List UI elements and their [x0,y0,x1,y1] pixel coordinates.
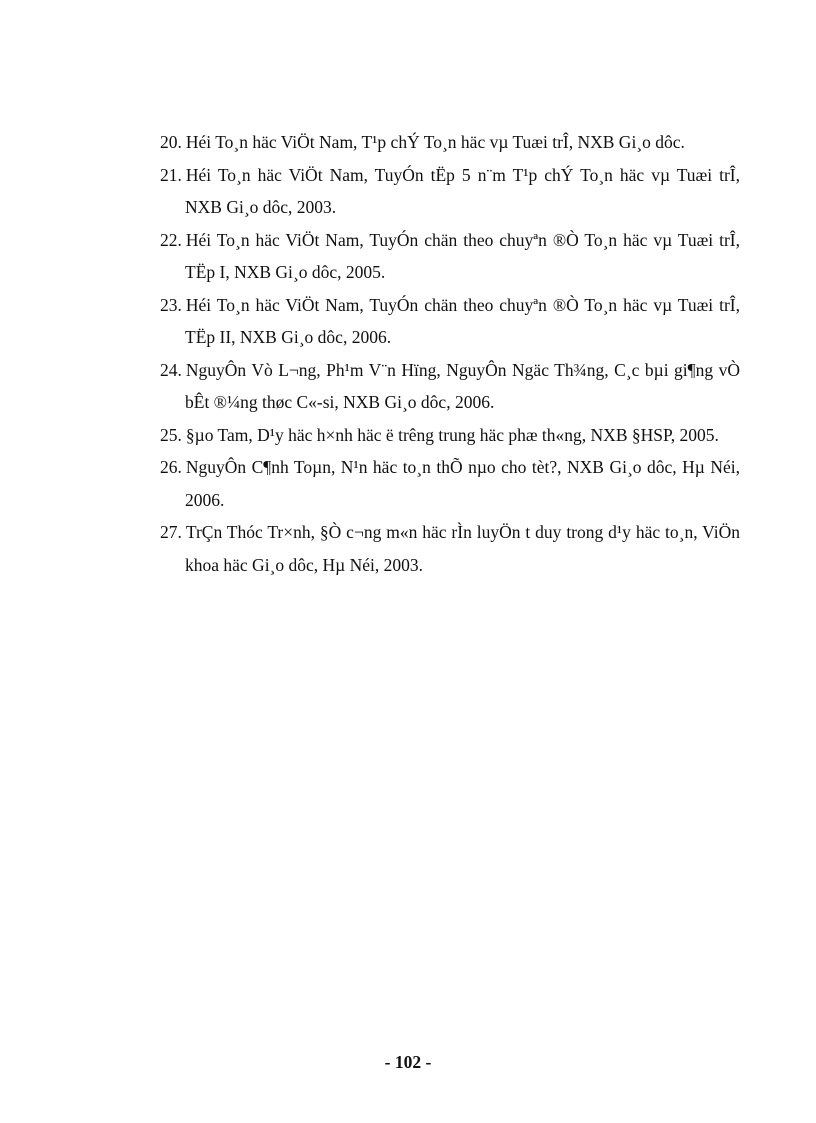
reference-item [160,451,740,516]
reference-number: 24. [160,359,182,380]
reference-text: TrÇn Thóc Tr×nh, §Ò c¬ng m«n häc rÌn luyÖn t duy trong d¹y häc to¸n, ViÖn khoa häc Gi¸o dôc, Hµ Néi, 2003. [185,522,740,575]
reference-item [160,354,740,419]
reference-text: NguyÔn C¶nh Toµn, N¹n häc to¸n thÕ nµo cho tèt?, NXB Gi¸o dôc, Hµ Néi, 2006. [185,457,740,510]
reference-text: §µo Tam, D¹y häc h×nh häc ë trêng trung häc phæ th«ng, NXB §HSP, 2005. [185,424,719,445]
reference-item [160,126,740,159]
reference-item [160,224,740,289]
reference-number: 25. [160,424,182,445]
reference-text: Héi To¸n häc ViÖt Nam, TuyÓn chän theo chuyªn ®Ò To¸n häc vµ Tuæi trÎ, TËp I, NXB Gi¸o dôc, 2005. [185,229,740,282]
reference-number: 20. [160,132,182,152]
reference-number: 26. [160,457,182,477]
reference-item [160,289,740,354]
reference-list [160,126,740,581]
reference-item [160,419,740,452]
reference-item [160,516,740,581]
reference-number: 22. [160,229,182,250]
reference-number: 27. [160,522,182,542]
page-number: - 102 - [384,1052,432,1072]
reference-number: 21. [160,164,182,185]
reference-text: Héi To¸n häc ViÖt Nam, TuyÓn chän theo chuyªn ®Ò To¸n häc vµ Tuæi trÎ, TËp II, NXB Gi¸o dôc, 2006. [185,294,740,347]
reference-text: Héi To¸n häc ViÖt Nam, TuyÓn tËp 5 n¨m T¹p chÝ To¸n häc vµ Tuæi trÎ, NXB Gi¸o dôc, 2003. [185,164,740,217]
reference-text: Héi To¸n häc ViÖt Nam, T¹p chÝ To¸n häc vµ Tuæi trÎ, NXB Gi¸o dôc. [185,132,685,152]
reference-number: 23. [160,294,182,315]
reference-item [160,159,740,224]
reference-text: NguyÔn Vò L¬ng, Ph¹m V¨n Hïng, NguyÔn Ngäc Th¾ng, C¸c bµi gi¶ng vÒ bÊt ®¼ng thøc C«-si, NXB Gi¸o dôc, 2006. [185,359,740,412]
